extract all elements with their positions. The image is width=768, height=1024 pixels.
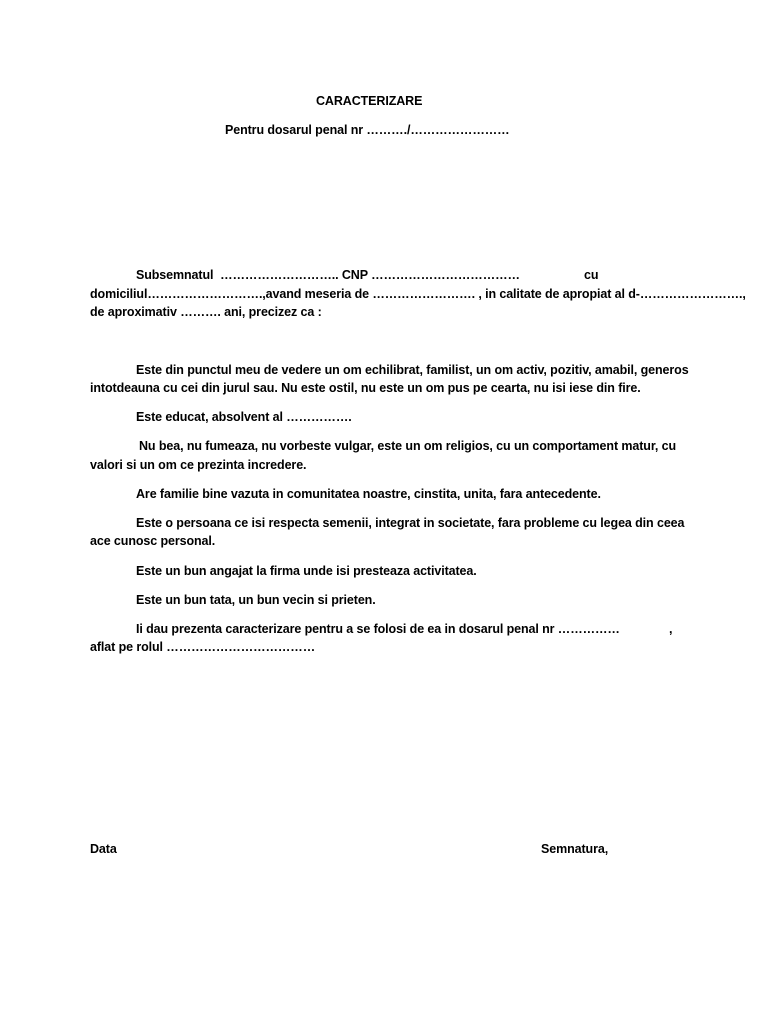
paragraph-8-line-2: aflat pe rolul ……………………………… [90, 640, 316, 654]
date-label: Data [90, 842, 117, 856]
paragraph-6: Este un bun angajat la firma unde isi presteaza activitatea. [136, 564, 477, 578]
intro-line-3: de aproximativ ………. ani, precizez ca : [90, 305, 322, 319]
paragraph-5-line-2: ace cunosc personal. [90, 534, 216, 548]
paragraph-8-line-1-end: , [669, 622, 673, 636]
paragraph-1-line-1: Este din punctul meu de vedere un om echilibrat, familist, un om activ, pozitiv, amabil, generos [136, 363, 689, 377]
document-title: CARACTERIZARE [316, 94, 423, 108]
paragraph-5-line-1: Este o persoana ce isi respecta semenii, integrat in societate, fara probleme cu legea din ceea [136, 516, 685, 530]
paragraph-3-line-1: Nu bea, nu fumeaza, nu vorbeste vulgar, este un om religios, cu un comportament matur, cu [139, 439, 677, 453]
paragraph-2: Este educat, absolvent al ……………. [136, 410, 352, 424]
document-subtitle: Pentru dosarul penal nr ………./…………………… [225, 123, 510, 137]
intro-line-2: domiciliul……………………….,avand meseria de ……………………. , in calitate de apropiat al d-……………………., [90, 287, 746, 301]
paragraph-4: Are familie bine vazuta in comunitatea noastre, cinstita, unita, fara antecedente. [136, 487, 601, 501]
intro-line-1: Subsemnatul ……………………….. CNP ……………………………… [136, 268, 520, 282]
paragraph-8-line-1: Ii dau prezenta caracterizare pentru a se folosi de ea in dosarul penal nr …………… [136, 622, 620, 636]
paragraph-1-line-2: intotdeauna cu cei din jurul sau. Nu este ostil, nu este un om pus pe cearta, nu isi iese din fire. [90, 381, 641, 395]
paragraph-7: Este un bun tata, un bun vecin si prieten. [136, 593, 376, 607]
signature-label: Semnatura, [541, 842, 609, 856]
paragraph-3-line-2: valori si un om ce prezinta incredere. [90, 458, 307, 472]
intro-line-1-end: cu [584, 268, 599, 282]
